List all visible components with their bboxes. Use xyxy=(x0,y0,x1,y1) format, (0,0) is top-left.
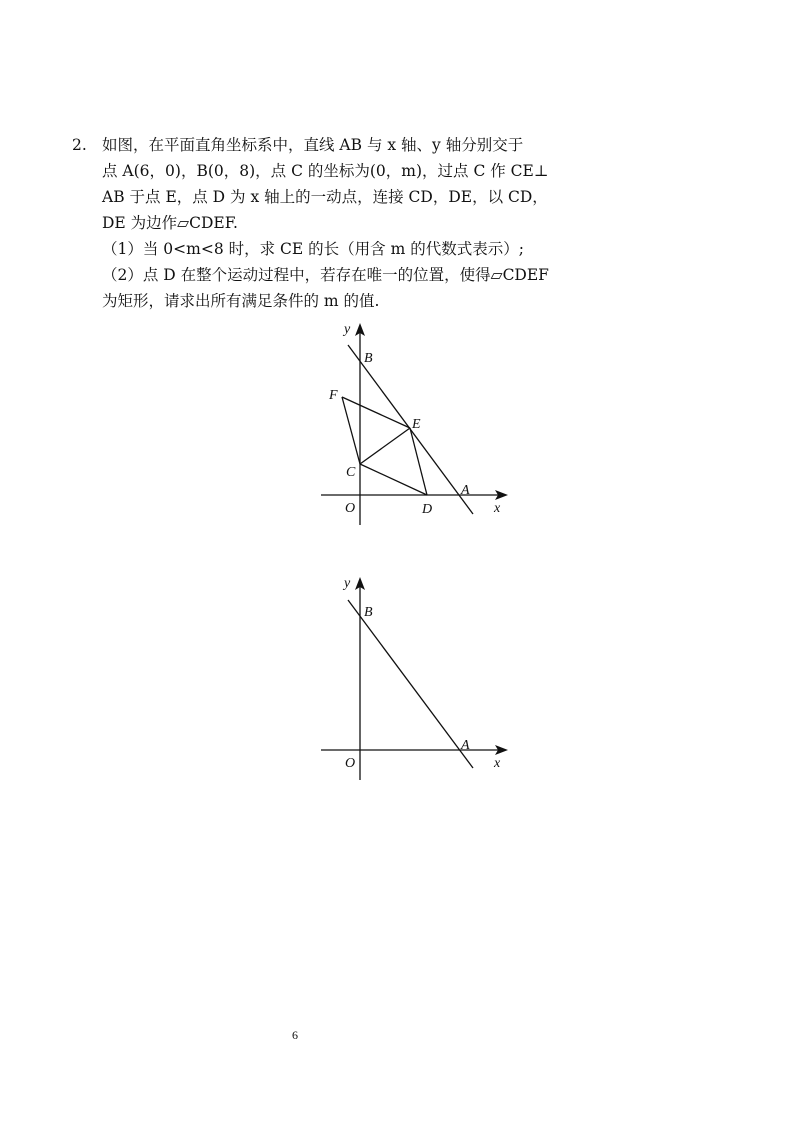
fig1-label-e: E xyxy=(412,417,421,432)
problem-line-1: 如图，在平面直角坐标系中，直线 AB 与 x 轴、y 轴分别交于 xyxy=(102,136,524,154)
fig1-label-o: O xyxy=(345,501,356,516)
fig1-label-d: D xyxy=(422,502,433,517)
fig1-segment-cd xyxy=(360,464,427,495)
fig1-segment-fc xyxy=(342,397,360,464)
fig2-label-o: O xyxy=(345,756,356,771)
part-1-text: （1）当 0<m<8 时，求 CE 的长（用含 m 的代数式表示）; xyxy=(102,240,524,258)
problem-line-2: 点 A(6，0)，B(0，8)，点 C 的坐标为(0，m)，过点 C 作 CE⊥ xyxy=(102,162,549,180)
fig1-label-y: y xyxy=(344,322,351,337)
problem-line-4: DE 为边作▱CDEF. xyxy=(102,214,238,232)
fig1-segment-ef xyxy=(342,397,410,428)
problem-body xyxy=(102,132,549,314)
fig1-label-f: F xyxy=(329,388,338,403)
problem-number: 2. xyxy=(72,136,87,154)
figure-2-diagram xyxy=(300,570,530,790)
fig2-label-y: y xyxy=(344,576,351,591)
fig1-segment-de xyxy=(410,428,427,495)
fig2-label-a: A xyxy=(461,738,470,753)
fig2-line-ab xyxy=(348,600,473,768)
part-2-text-line-2: 为矩形，请求出所有满足条件的 m 的值. xyxy=(102,292,380,310)
fig1-label-b: B xyxy=(364,351,373,366)
fig1-label-c: C xyxy=(346,465,356,480)
fig2-label-b: B xyxy=(364,605,373,620)
fig1-label-a: A xyxy=(461,483,470,498)
fig2-label-x: x xyxy=(494,756,501,771)
fig1-segment-ce xyxy=(360,428,410,464)
page-number: 6 xyxy=(292,1028,298,1042)
fig1-label-x: x xyxy=(494,501,501,516)
part-2-text-line-1: （2）点 D 在整个运动过程中，若存在唯一的位置，使得▱CDEF xyxy=(102,266,549,284)
problem-line-3: AB 于点 E，点 D 为 x 轴上的一动点，连接 CD，DE，以 CD， xyxy=(102,188,548,206)
figure-1-diagram xyxy=(300,315,530,545)
problem-2 xyxy=(72,132,549,314)
